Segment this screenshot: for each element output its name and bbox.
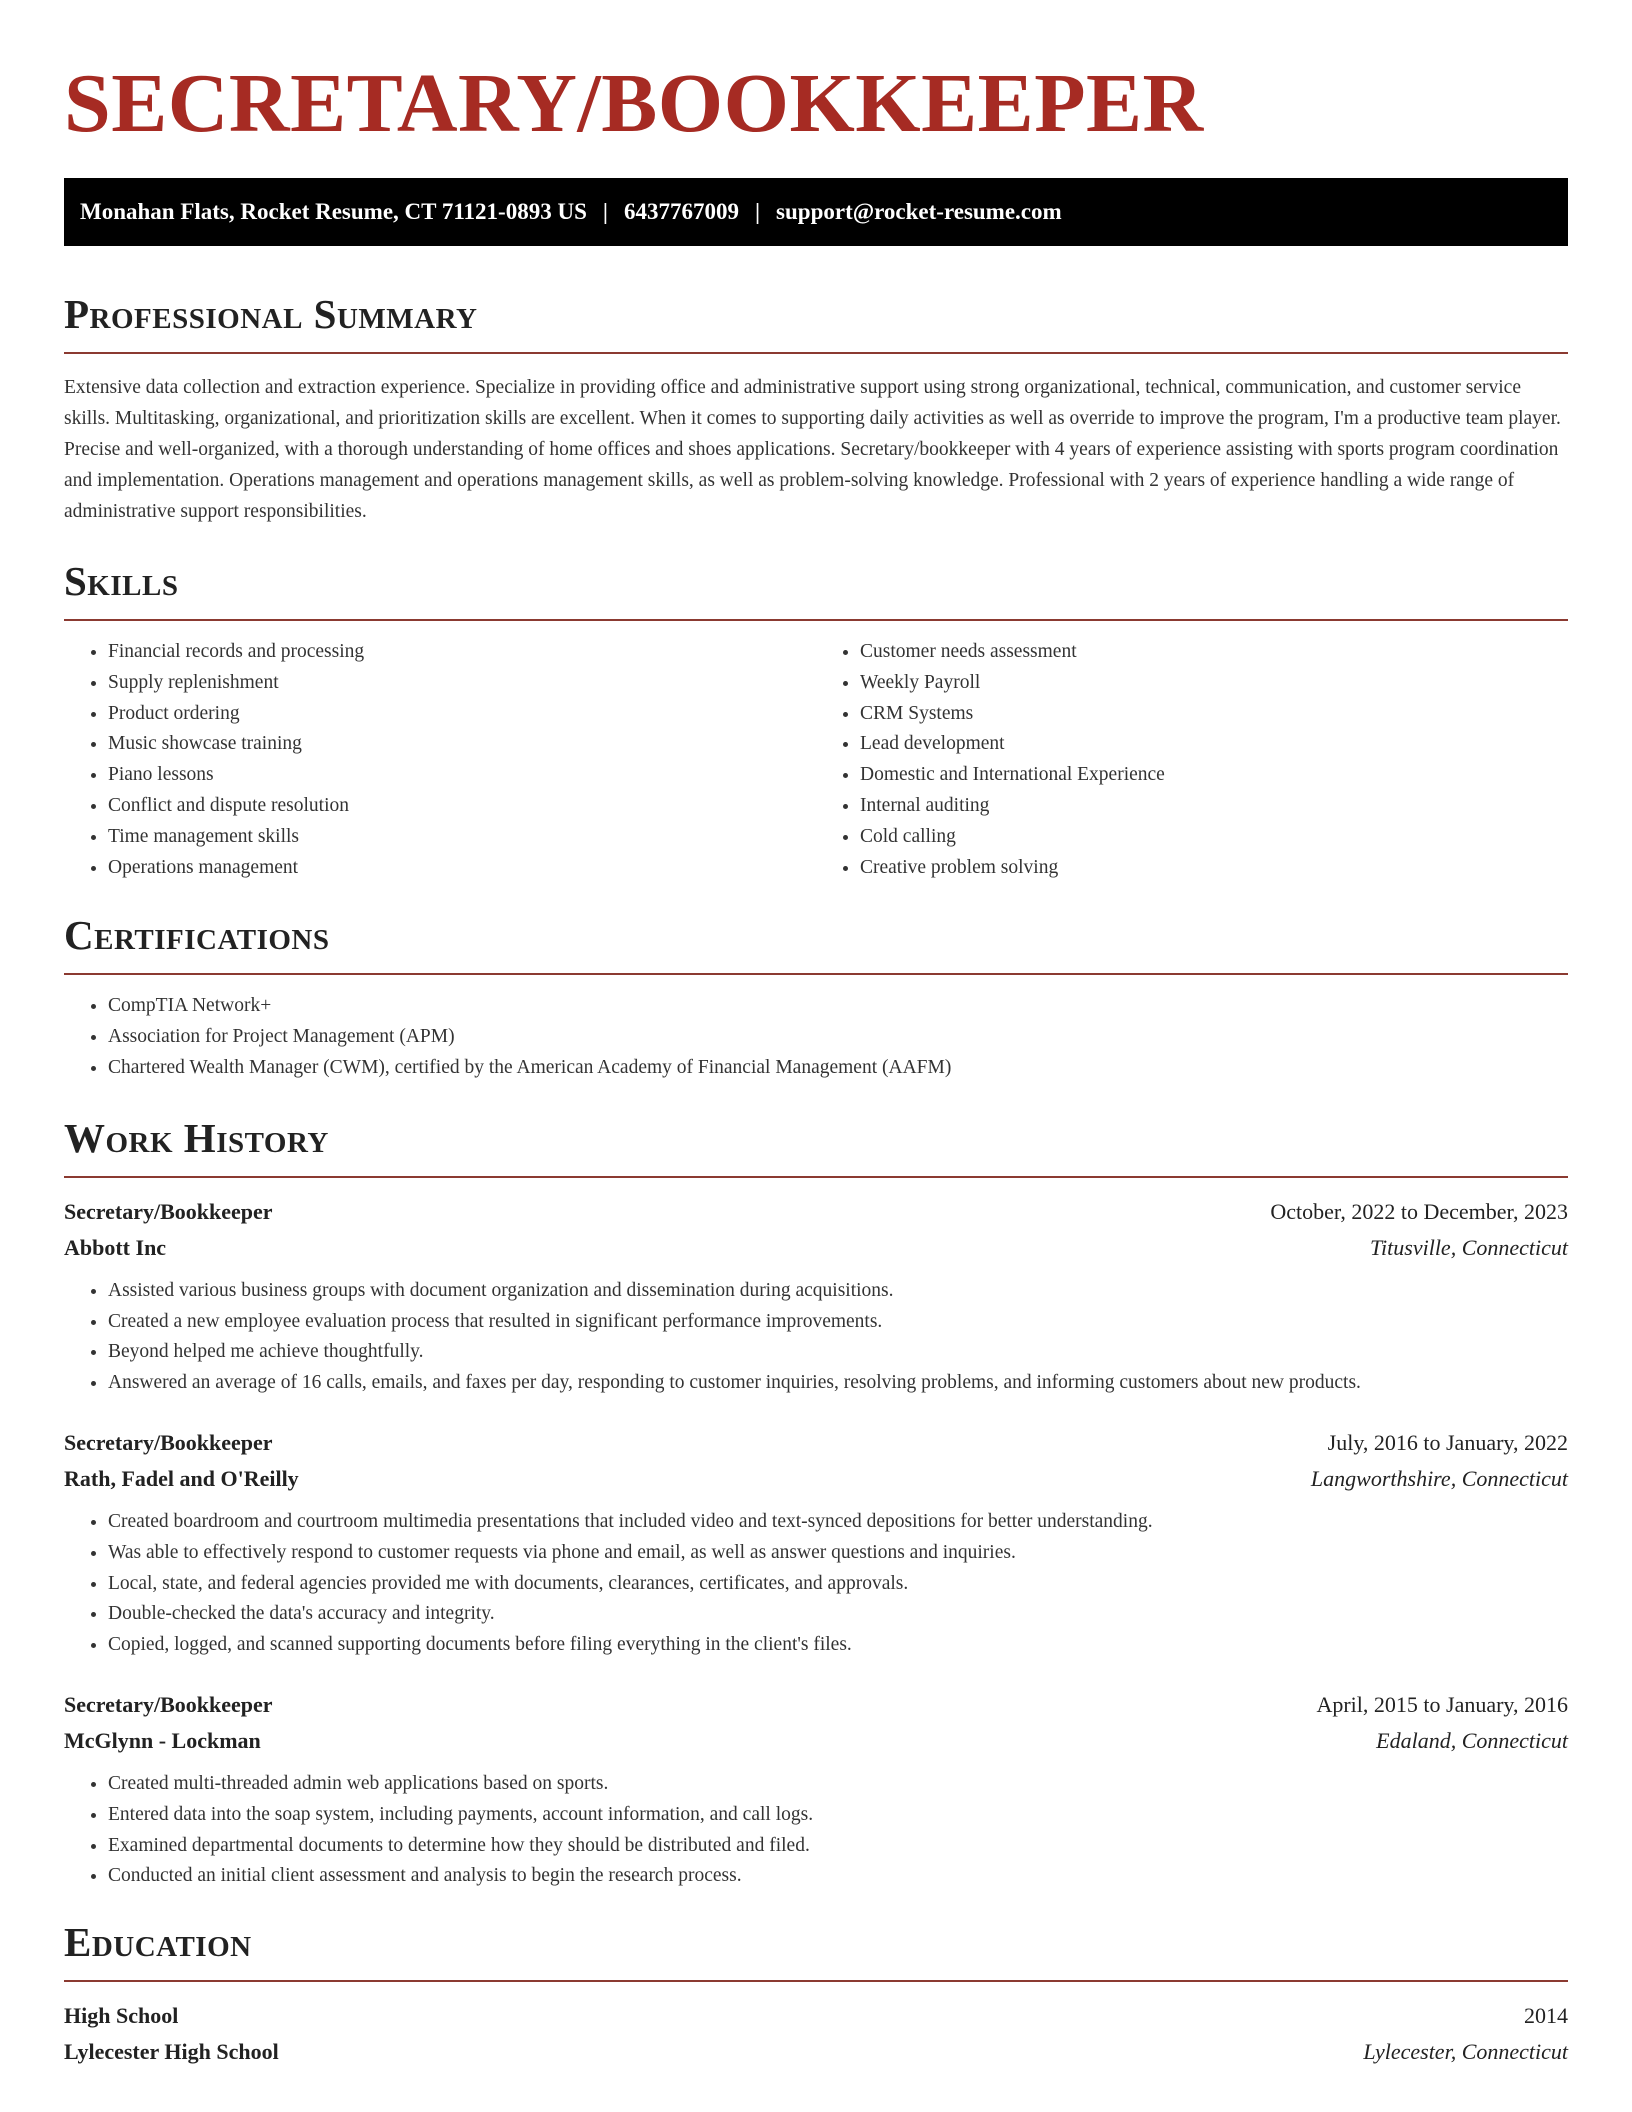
skill-item: • Internal auditing	[860, 791, 1568, 822]
job-title: Secretary/Bookkeeper	[64, 1429, 273, 1455]
job-company-row	[64, 1461, 1568, 1497]
job-location: Titusville, Connecticut	[1370, 1234, 1568, 1260]
education-degree: High School	[64, 2003, 179, 2029]
contact-address: Monahan Flats, Rocket Resume, CT 71121-0893 US	[80, 199, 587, 224]
education-school: Lylecester High School	[64, 2039, 279, 2065]
work-history-section	[64, 1114, 1568, 1892]
skill-item: • Cold calling	[860, 822, 1568, 853]
contact-phone: 6437767009	[623, 199, 739, 224]
education-location: Lylecester, Connecticut	[1363, 2039, 1568, 2065]
job-location: Edaland, Connecticut	[1376, 1727, 1568, 1753]
job-bullet: • Conducted an initial client assessment and analysis to begin the research process.	[108, 1861, 1568, 1892]
skill-item: • Music showcase training	[108, 729, 816, 760]
certification-item: • CompTIA Network+	[108, 991, 1568, 1022]
skill-item: • Weekly Payroll	[860, 668, 1568, 699]
skill-item: • Domestic and International Experience	[860, 760, 1568, 791]
job-bullet: • Was able to effectively respond to customer requests via phone and email, as well as answer questions and inquiries.	[108, 1538, 1568, 1569]
job-title: Secretary/Bookkeeper	[64, 1691, 273, 1717]
job-company: Abbott Inc	[64, 1234, 167, 1260]
job-bullet: • Entered data into the soap system, including payments, account information, and call logs.	[108, 1800, 1568, 1831]
summary-heading: Professional Summary	[64, 291, 478, 337]
skill-item: • Time management skills	[108, 822, 816, 853]
section-divider	[64, 1980, 1568, 1982]
job-header-row	[64, 1687, 1568, 1723]
job-bullet: • Answered an average of 16 calls, emails, and faxes per day, responding to customer inquiries, resolving problems, and informing customers about new products.	[108, 1368, 1568, 1399]
job-entry	[64, 1194, 1568, 1399]
education-year: 2014	[1524, 2003, 1568, 2029]
job-bullet: • Examined departmental documents to determine how they should be distributed and filed.	[108, 1831, 1568, 1862]
skills-section	[64, 557, 1568, 883]
skill-item: • Operations management	[108, 853, 816, 884]
job-bullet: • Created boardroom and courtroom multimedia presentations that included video and text-synced depositions for better understanding.	[108, 1507, 1568, 1538]
job-bullet: • Local, state, and federal agencies provided me with documents, clearances, certificates, and approvals.	[108, 1569, 1568, 1600]
job-bullet: • Created a new employee evaluation process that resulted in significant performance improvements.	[108, 1307, 1568, 1338]
skills-list-right	[816, 637, 1568, 883]
education-entry	[64, 1998, 1568, 2070]
certifications-heading: Certifications	[64, 912, 330, 959]
job-bullet: • Assisted various business groups with document organization and dissemination during acquisitions.	[108, 1276, 1568, 1307]
job-company: McGlynn - Lockman	[64, 1727, 261, 1753]
job-entry	[64, 1425, 1568, 1661]
job-bullet: • Beyond helped me achieve thoughtfully.	[108, 1337, 1568, 1368]
education-school-row	[64, 2034, 1568, 2070]
resume-title: SECRETARY/BOOKKEEPER	[64, 57, 1204, 150]
contact-separator: |	[602, 199, 608, 224]
job-dates: October, 2022 to December, 2023	[1270, 1198, 1568, 1224]
skills-list-left	[64, 637, 816, 883]
section-divider	[64, 352, 1568, 354]
job-header-row	[64, 1194, 1568, 1230]
certifications-list	[64, 991, 1568, 1083]
skill-item: • Product ordering	[108, 699, 816, 730]
skill-item: • Customer needs assessment	[860, 637, 1568, 668]
section-divider	[64, 973, 1568, 975]
skill-item: • Piano lessons	[108, 760, 816, 791]
job-company: Rath, Fadel and O'Reilly	[64, 1465, 299, 1491]
contact-bar	[64, 178, 1568, 246]
job-bullets	[64, 1507, 1568, 1661]
certification-item: • Chartered Wealth Manager (CWM), certified by the American Academy of Financial Management (AAFM)	[108, 1053, 1568, 1084]
skill-item: • Lead development	[860, 729, 1568, 760]
contact-email-link[interactable]: support@rocket-resume.com	[776, 199, 1062, 224]
summary-section	[64, 290, 1568, 527]
skill-item: • Financial records and processing	[108, 637, 816, 668]
skill-item: • Conflict and dispute resolution	[108, 791, 816, 822]
job-bullets	[64, 1769, 1568, 1892]
job-dates: April, 2015 to January, 2016	[1316, 1691, 1568, 1717]
education-section	[64, 1918, 1568, 2070]
job-company-row	[64, 1230, 1568, 1266]
job-location: Langworthshire, Connecticut	[1310, 1465, 1568, 1491]
job-bullet: • Double-checked the data's accuracy and integrity.	[108, 1599, 1568, 1630]
job-title: Secretary/Bookkeeper	[64, 1198, 273, 1224]
skill-item: • CRM Systems	[860, 699, 1568, 730]
certification-item: • Association for Project Management (APM)	[108, 1022, 1568, 1053]
contact-separator: |	[754, 199, 761, 224]
section-divider	[64, 1176, 1568, 1178]
education-header-row	[64, 1998, 1568, 2034]
job-header-row	[64, 1425, 1568, 1461]
job-bullet: • Copied, logged, and scanned supporting documents before filing everything in the client's files.	[108, 1630, 1568, 1661]
education-heading: Education	[64, 1919, 252, 1966]
job-dates: July, 2016 to January, 2022	[1327, 1429, 1568, 1455]
skills-heading: Skills	[64, 558, 179, 604]
skills-grid	[64, 621, 1568, 883]
job-company-row	[64, 1723, 1568, 1759]
skill-item: • Creative problem solving	[860, 853, 1568, 884]
job-entry	[64, 1687, 1568, 1892]
work-history-heading: Work History	[64, 1114, 329, 1161]
certifications-section	[64, 911, 1568, 1083]
skill-item: • Supply replenishment	[108, 668, 816, 699]
job-bullet: • Created multi-threaded admin web applications based on sports.	[108, 1769, 1568, 1800]
summary-text: Extensive data collection and extraction experience. Specialize in providing office and administrative support using strong organizational, technical, communication, and customer service skills. Multitasking, organizational, and prioritization skills are excellent. When it comes to supporting daily activities as well as override to improve the program, I'm a productive team player. Precise and well-organized, with a thorough understanding of home offices and shoes applications. Secretary/bookkeeper with 4 years of experience assisting with sports program coordination and implementation. Operations management and operations management skills, as well as problem-solving knowledge. Professional with 2 years of experience handling a wide range of administrative support responsibilities.	[64, 377, 1561, 522]
job-bullets	[64, 1276, 1568, 1399]
